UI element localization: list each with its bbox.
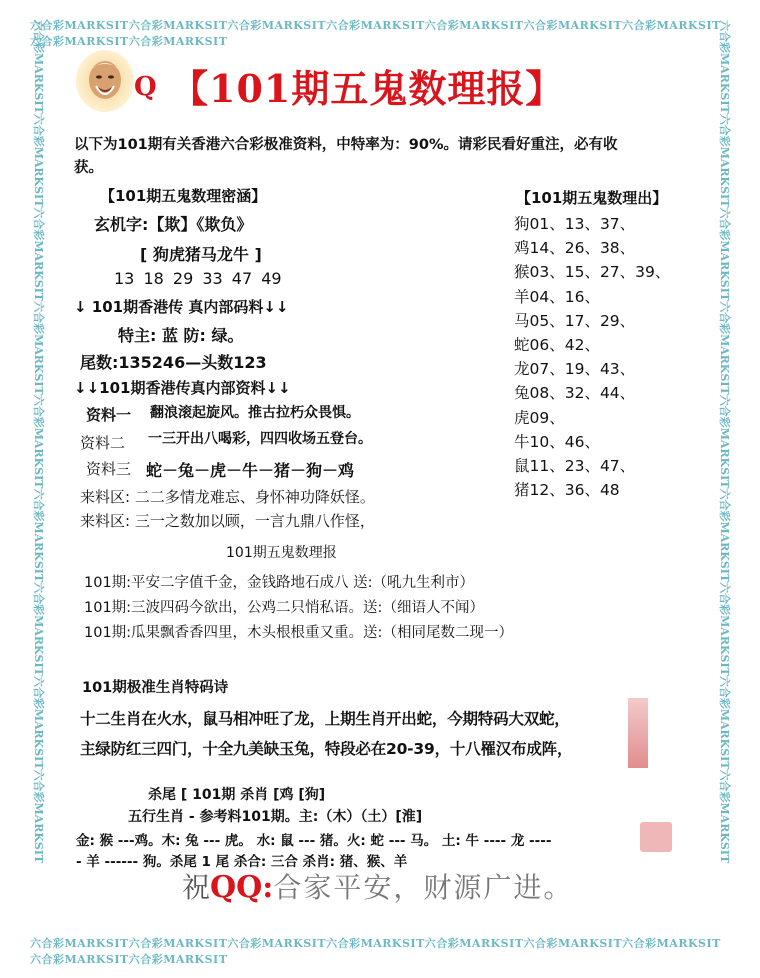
- greeting-qq: QQ:: [210, 870, 274, 905]
- list-item: 马05、17、29、: [514, 311, 636, 330]
- resource-2-label: 资料二: [80, 434, 126, 452]
- wuxing-line: 五行生肖 - 参考料101期。主:（木）（土）[淮]: [128, 809, 423, 825]
- zodiac-group: [ 狗虎猪马龙牛 ]: [140, 245, 262, 264]
- list-item: 兔08、32、44、: [514, 384, 636, 403]
- intro-line-2: 获。: [74, 160, 103, 176]
- number-list: 13 18 29 33 47 49: [114, 269, 282, 288]
- elements-line-2: - 羊 ------ 狗。杀尾 1 尾 杀合: 三合 杀肖: 猪、猴、羊: [76, 854, 408, 870]
- avatar: [76, 50, 134, 112]
- list-item: 猴03、15、27、39、: [514, 263, 671, 282]
- list-item: 猪12、36、48: [514, 481, 620, 500]
- report-line: 101期:平安二字值千金，金钱路地石成八 送:（吼九生利市）: [84, 575, 475, 591]
- tail-head-numbers: 尾数:135246—头数123: [80, 353, 267, 372]
- resource-3-label: 资料三: [86, 460, 132, 478]
- list-item: 羊04、16、: [514, 287, 600, 306]
- greeting-text: 合家平安，财源广进。: [273, 871, 574, 904]
- watermark-left: 六合彩MARKSIT六合彩MARKSIT六合彩MARKSIT六合彩MARKSIT六合彩MARKSIT六合彩MARKSIT六合彩MARKSIT六合彩MARKSIT六合彩MARKSIT: [32, 20, 45, 864]
- header-q: Q: [134, 72, 157, 102]
- poem-title: 101期极准生肖特码诗: [82, 680, 229, 696]
- inside-data-heading: ↓↓101期香港传真内部资料↓↓: [74, 379, 291, 397]
- special-color: 特主: 蓝 防: 绿。: [118, 326, 244, 345]
- list-item: 鼠11、23、47、: [514, 457, 636, 476]
- list-item: 狗01、13、37、: [514, 215, 636, 233]
- kill-line: 杀尾 [ 101期 杀肖 [鸡 [狗]: [148, 787, 326, 803]
- list-item: 牛10、46、: [514, 432, 600, 451]
- report-lines: [84, 571, 513, 646]
- inside-code-heading: ↓ 101期香港传 真内部码料↓↓: [74, 298, 289, 316]
- list-item: 鸡14、26、38、: [514, 239, 636, 258]
- laiyuan-1: 来料区: 二二多情龙难忘、身怀神功降妖怪。: [80, 488, 375, 506]
- report-title: 101期五鬼数理报: [226, 545, 337, 561]
- resource-1-text: 翻浪滚起旋风。推古拉朽众畏惧。: [150, 405, 360, 421]
- elements-line-1: 金: 猴 ---鸡。木: 兔 --- 虎。 水: 鼠 --- 猪。火: 蛇 --- 马。 土: 牛 ---- 龙 ----: [76, 833, 552, 849]
- left-heading: 【101期五鬼数理密涵】: [100, 187, 267, 205]
- greeting: [182, 866, 573, 906]
- greeting-prefix: 祝: [182, 871, 211, 904]
- report-line: 101期:瓜果飘香香四里，木头根根重又重。送:（相同尾数二现一）: [84, 625, 513, 641]
- list-item: 虎09、: [514, 408, 565, 427]
- report-line: 101期:三波四码今欲出，公鸡二只悄私语。送:（细语人不闻）: [84, 600, 484, 616]
- laiyuan-2: 来料区: 三一之数加以顾，一言九鼎八作怪，: [80, 512, 375, 530]
- watermark-bottom: 六合彩MARKSIT六合彩MARKSIT六合彩MARKSIT六合彩MARKSIT六合彩MARKSIT六合彩MARKSIT六合彩MARKSIT六合彩MARKSIT六合彩MARKSIT: [30, 937, 721, 966]
- resource-3-text: 蛇－兔－虎－牛－猪－狗－鸡: [146, 461, 355, 480]
- red-stamp: [628, 698, 648, 768]
- resource-1-label: 资料一: [86, 406, 132, 424]
- resource-2-text: 一三开出八喝彩，四四收场五登台。: [148, 431, 372, 447]
- watermark-right: 六合彩MARKSIT六合彩MARKSIT六合彩MARKSIT六合彩MARKSIT六合彩MARKSIT六合彩MARKSIT六合彩MARKSIT六合彩MARKSIT六合彩MARKSIT: [718, 20, 731, 864]
- poem-line-2: 主绿防红三四门，十全九美缺玉兔，特段必在20-39，十八罹汉布成阵，: [80, 740, 573, 758]
- list-item: 蛇06、42、: [514, 336, 600, 355]
- list-item: 龙07、19、43、: [514, 360, 636, 379]
- page-title: 【101期五鬼数理报】: [170, 66, 565, 111]
- poem-line-1: 十二生肖在火水，鼠马相冲旺了龙，上期生肖开出蛇，今期特码大双蛇，: [80, 710, 570, 728]
- right-heading: 【101期五鬼数理出】: [516, 189, 668, 207]
- xuanji-text: 玄机字:【欺】《欺负》: [94, 215, 253, 234]
- intro-line-1: 以下为101期有关香港六合彩极准资料，中特率为：90%。请彩民看好重注，必有收: [74, 137, 618, 153]
- watermark-top: 六合彩MARKSIT六合彩MARKSIT六合彩MARKSIT六合彩MARKSIT六合彩MARKSIT六合彩MARKSIT六合彩MARKSIT六合彩MARKSIT六合彩MARKSIT: [30, 19, 721, 48]
- red-seal: [640, 822, 672, 852]
- zodiac-number-list: [514, 212, 670, 502]
